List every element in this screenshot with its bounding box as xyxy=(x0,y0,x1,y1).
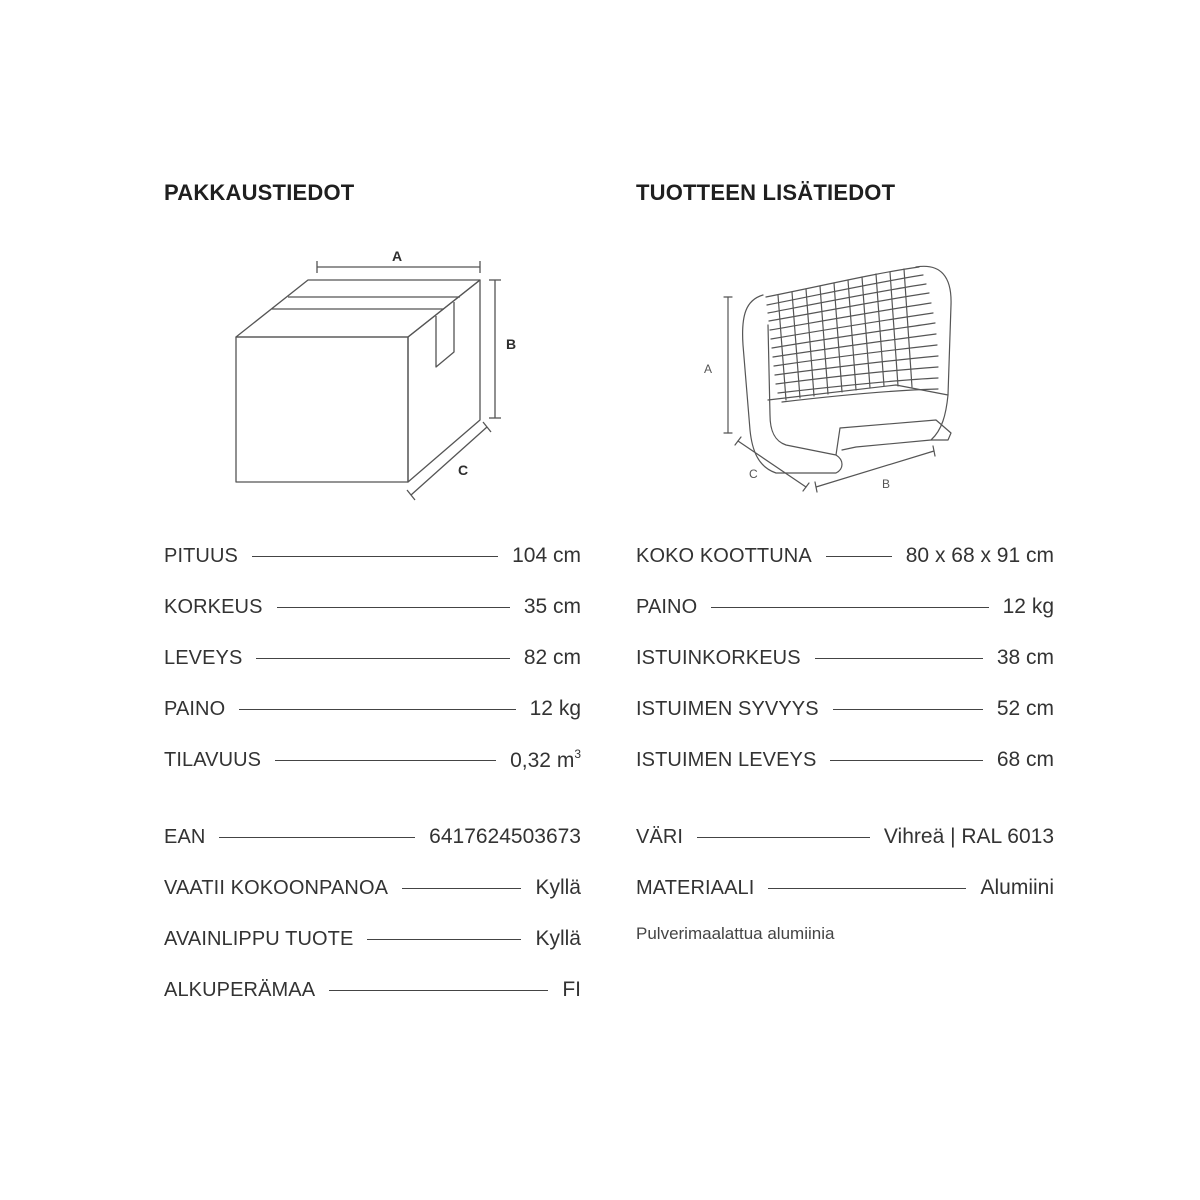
spec-row-assembly xyxy=(164,873,581,903)
box-front-face xyxy=(236,337,408,482)
spec-row-height xyxy=(164,592,581,622)
chair-diagram xyxy=(704,255,976,505)
leader-line xyxy=(768,888,966,889)
spec-value: 38 cm xyxy=(996,646,1054,669)
spec-row-color xyxy=(636,822,1054,852)
leader-line xyxy=(239,709,515,710)
leader-line xyxy=(711,607,988,608)
leader-line xyxy=(329,990,548,991)
spec-row-seat-depth xyxy=(636,694,1054,724)
spec-value: 104 cm xyxy=(512,544,581,567)
spec-value: Kyllä xyxy=(535,927,581,950)
box-dimension-label-b: B xyxy=(506,336,517,352)
spec-label: ISTUIMEN SYVYYS xyxy=(636,697,819,720)
spec-value xyxy=(510,747,581,773)
package-box-diagram xyxy=(224,240,524,510)
spec-label: PAINO xyxy=(164,697,226,720)
spec-label: ISTUINKORKEUS xyxy=(636,646,801,669)
spec-value: 68 cm xyxy=(996,748,1054,771)
spec-row-material xyxy=(636,873,1054,903)
leader-line xyxy=(815,658,983,659)
box-dimension-label-c: C xyxy=(458,462,469,478)
leader-line xyxy=(256,658,509,659)
spec-label: TILAVUUS xyxy=(164,748,262,771)
spec-label: AVAINLIPPU TUOTE xyxy=(164,927,354,950)
box-right-face xyxy=(408,280,480,482)
spec-label: ISTUIMEN LEVEYS xyxy=(636,748,817,771)
spec-label: MATERIAALI xyxy=(636,876,755,899)
leader-line xyxy=(826,556,892,557)
leader-line xyxy=(219,837,415,838)
chair-dimension-label-c: C xyxy=(749,467,758,481)
spec-value: 80 x 68 x 91 cm xyxy=(905,544,1054,567)
leader-line xyxy=(367,939,521,940)
spec-row-ean xyxy=(164,822,581,852)
leader-line xyxy=(833,709,983,710)
spec-value: FI xyxy=(562,978,581,1001)
spec-label: KORKEUS xyxy=(164,595,263,618)
box-dimension-label-a: A xyxy=(391,248,403,264)
spec-row-origin xyxy=(164,975,581,1005)
spec-row-length xyxy=(164,541,581,571)
spec-label: EAN xyxy=(164,825,206,848)
spec-row-assembled-size xyxy=(636,541,1054,571)
spec-label: KOKO KOOTTUNA xyxy=(636,544,812,567)
spec-value: Kyllä xyxy=(535,876,581,899)
spec-value: 35 cm xyxy=(523,595,581,618)
spec-label: ALKUPERÄMAA xyxy=(164,978,316,1001)
spec-value: Alumiini xyxy=(980,876,1054,899)
packaging-title: PAKKAUSTIEDOT xyxy=(164,180,355,205)
spec-row-volume xyxy=(164,745,581,775)
leader-line xyxy=(830,760,982,761)
spec-value: 52 cm xyxy=(996,697,1054,720)
spec-row-width xyxy=(164,643,581,673)
volume-superscript: 3 xyxy=(574,747,581,761)
leader-line xyxy=(252,556,498,557)
spec-label: VAATII KOKOONPANOA xyxy=(164,876,389,899)
spec-value: 6417624503673 xyxy=(429,825,581,848)
volume-value: 0,32 m xyxy=(510,749,575,772)
spec-row-weight xyxy=(164,694,581,724)
spec-label: PAINO xyxy=(636,595,698,618)
spec-value: Vihreä | RAL 6013 xyxy=(883,825,1054,848)
spec-row-seat-width xyxy=(636,745,1054,775)
spec-value: 82 cm xyxy=(523,646,581,669)
chair-dimension-label-a: A xyxy=(704,362,713,376)
spec-label: PITUUS xyxy=(164,544,238,567)
spec-row-product-weight xyxy=(636,592,1054,622)
leader-line xyxy=(277,607,510,608)
spec-row-seat-height xyxy=(636,643,1054,673)
spec-value: 12 kg xyxy=(1002,595,1054,618)
spec-value: 12 kg xyxy=(529,697,581,720)
product-title: TUOTTEEN LISÄTIEDOT xyxy=(636,180,896,205)
spec-label: VÄRI xyxy=(636,825,684,848)
spec-row-key-flag xyxy=(164,924,581,954)
chair-dimension-label-b: B xyxy=(882,477,891,491)
leader-line xyxy=(402,888,521,889)
leader-line xyxy=(275,760,496,761)
spec-label: LEVEYS xyxy=(164,646,243,669)
leader-line xyxy=(697,837,870,838)
material-note: Pulverimaalattua alumiinia xyxy=(636,924,835,943)
